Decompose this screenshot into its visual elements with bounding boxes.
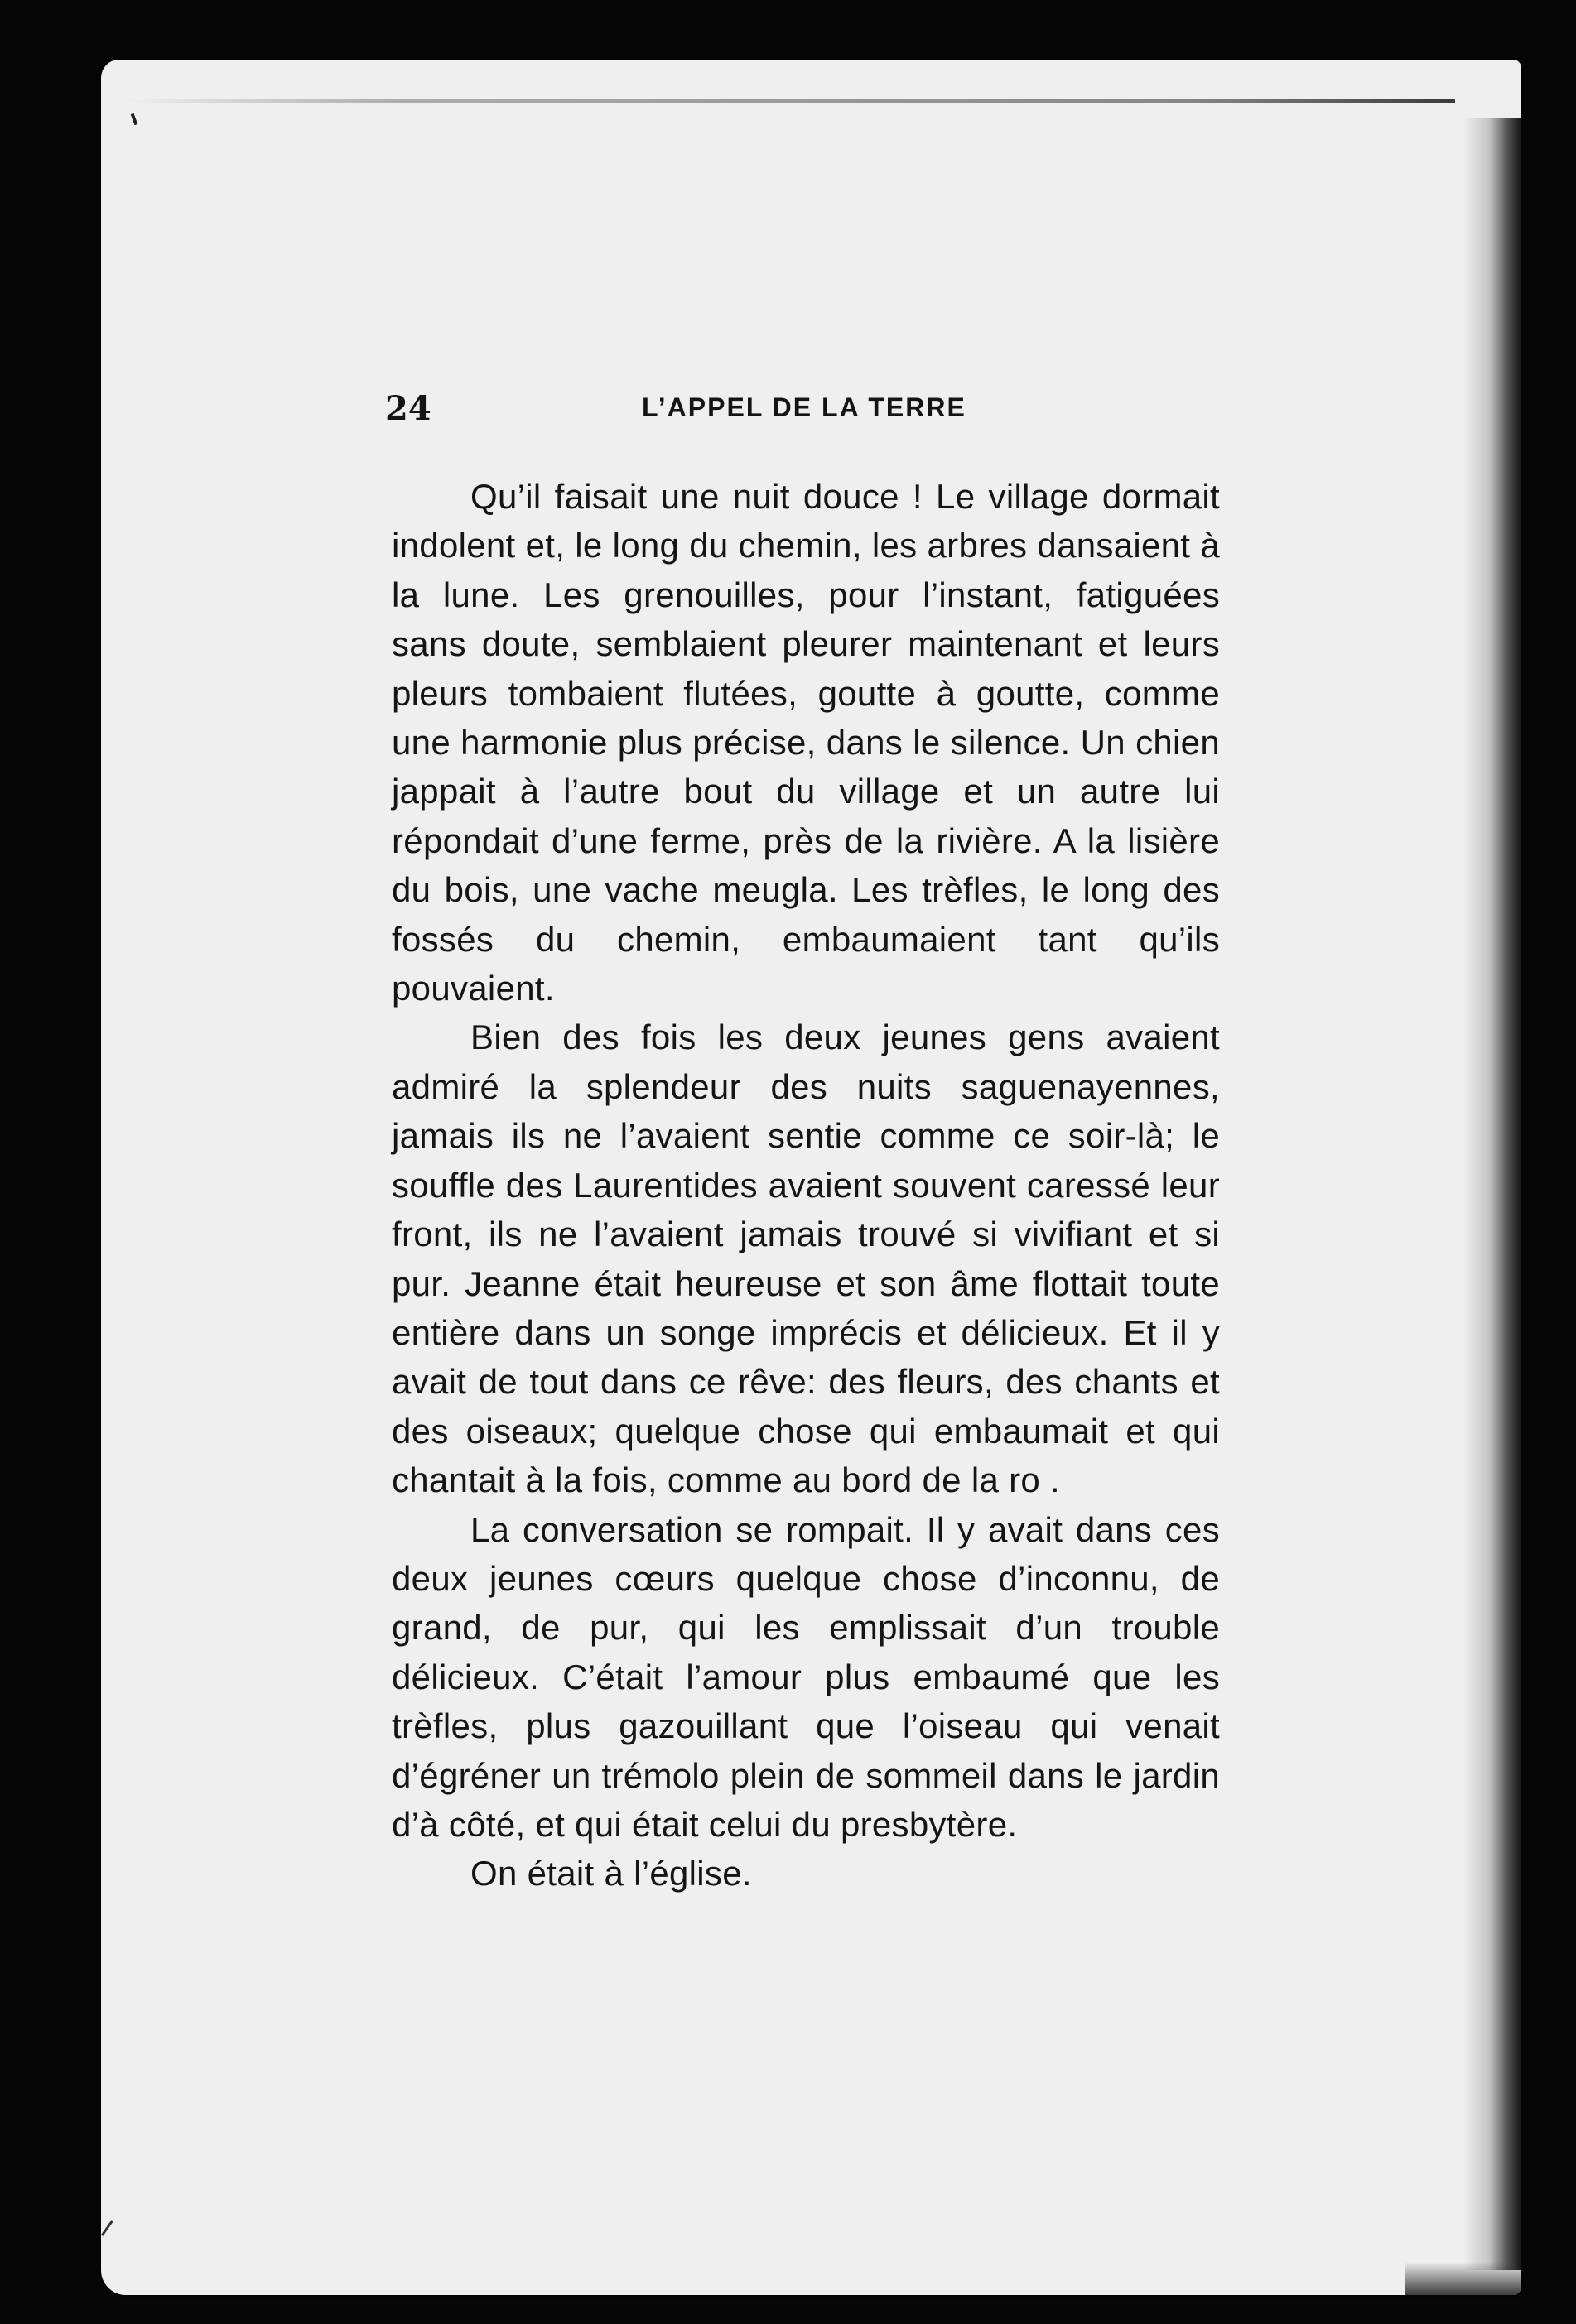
page-top-shadow	[126, 99, 1455, 103]
paragraph-3: La conversation se rompait. Il y avait dans ces deux jeunes cœurs quelque chose d’inconnu, de grand, de pur, qui les emplissait d’un trouble délicieux. C’était l’amour plus embaumé que les trèfles, plus gazouillant que l’oiseau qui venait d’égréner un trémolo plein de sommeil dans le jardin d’à côté, et qui était celui du presbytère.	[392, 1509, 1220, 1844]
paragraph-4: On était à l’église.	[470, 1854, 752, 1893]
page-bottom-shadow	[1405, 2262, 1521, 2295]
body-text	[392, 472, 1220, 1898]
running-head	[385, 389, 1238, 439]
page-number: 24	[385, 389, 431, 428]
scan-speck-bottom	[101, 2220, 113, 2236]
paragraph-2: Bien des fois les deux jeunes gens avaient admiré la splendeur des nuits saguenayennes, jamais ils ne l’avaient sentie comme ce soir-là; le souffle des Laurentides avaient souvent caressé leur front, ils ne l’avaient jamais trouvé si vivifiant et si pur. Jeanne était heureuse et son âme flottait toute entière dans un songe imprécis et délicieux. Et il y avait de tout dans ce rêve: des fleurs, des chants et des oiseaux; quelque chose qui embaumait et qui chantait à la fois, comme au bord de la ro .	[392, 1018, 1220, 1500]
running-title: L’APPEL DE LA TERRE	[642, 392, 966, 422]
scan-speck-top	[131, 113, 138, 126]
page-binding-shadow	[1463, 118, 1521, 2270]
paragraph-1: Qu’il faisait une nuit douce ! Le village dormait indolent et, le long du chemin, les arbres dansaient à la lune. Les grenouilles, pour l’instant, fatiguées sans doute, semblaient pleurer maintenant et leurs pleurs tombaient flutées, goutte à goutte, comme une harmonie plus précise, dans le silence. Un chien jappait à l’autre bout du village et un autre lui répondait d’une ferme, près de la rivière. A la lisière du bois, une vache meugla. Les trèfles, le long des fossés du chemin, embaumaient tant qu’ils pouvaient.	[392, 477, 1220, 1008]
